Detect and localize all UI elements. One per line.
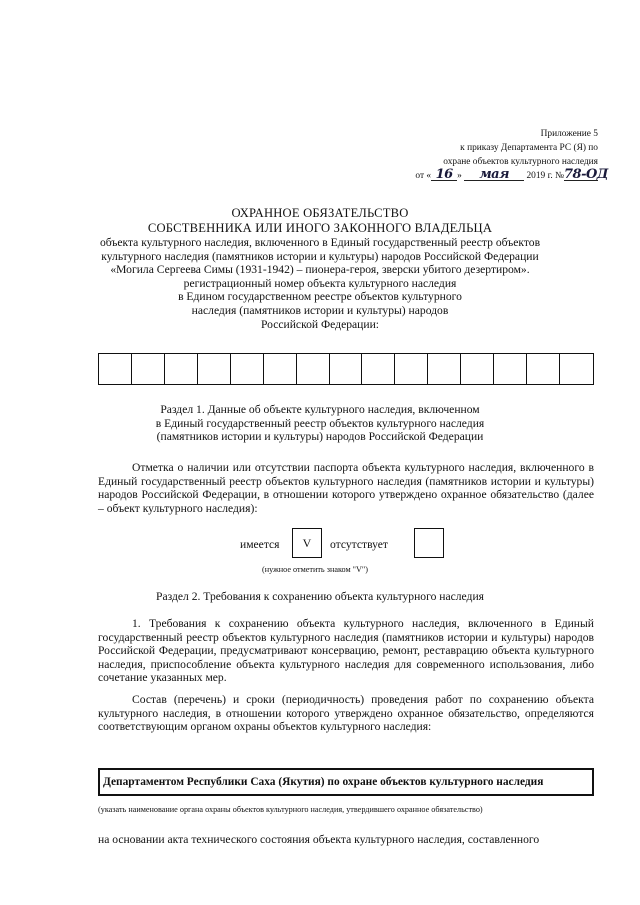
passport-absent-label: отсутствует — [330, 538, 388, 551]
section-1-title-line-1: Раздел 1. Данные об объекте культурного наследия, включенном — [160, 403, 480, 416]
date-year: 2019 г. № — [526, 171, 564, 182]
passport-has-label: имеется — [240, 538, 280, 551]
reg-digit-cell — [428, 354, 461, 384]
reg-digit-cell — [395, 354, 428, 384]
title-line-3: объекта культурного наследия, включенного в Единый государственный реестр объектов — [99, 236, 541, 249]
reg-digit-cell — [461, 354, 494, 384]
date-mid: » — [457, 171, 462, 182]
reg-digit-cell — [527, 354, 560, 384]
title-line-2: СОБСТВЕННИКА ИЛИ ИНОГО ЗАКОННОГО ВЛАДЕЛЬЦА — [147, 221, 493, 235]
date-day-handwritten: 16 — [431, 169, 457, 181]
reg-number-label-4: Российской Федерации: — [260, 317, 379, 331]
title-line-1: ОХРАННОЕ ОБЯЗАТЕЛЬСТВО — [231, 206, 409, 220]
passport-question-paragraph — [98, 461, 594, 515]
works-composition-paragraph — [98, 693, 594, 734]
section-1-title — [60, 403, 580, 444]
title-line-4: культурного наследия (памятников истории и культуры) народов Российской Федерации — [101, 249, 539, 263]
requirements-text: 1. Требования к сохранению объекта культурного наследия, включенного в Единый государственный реестр объектов культурного наследия (памятников истории и культуры) народов Российской Федерации, предусматривают консервацию, ремонт, реставрацию объекта культурного наследия, приспособление объекта культурного наследия для современного использования, либо сочетание указанных мер. — [98, 617, 594, 685]
reg-digit-cell — [198, 354, 231, 384]
appendix-order-ref: к приказу Департамента РС (Я) по — [460, 142, 598, 153]
reg-digit-cell — [231, 354, 264, 384]
date-prefix: от « — [415, 171, 432, 182]
reg-digit-cell — [362, 354, 395, 384]
reg-digit-cell — [165, 354, 198, 384]
date-month-handwritten: мая — [464, 169, 524, 181]
appendix-department: охране объектов культурного наследия — [443, 156, 598, 167]
reg-digit-cell — [560, 354, 593, 384]
works-composition-text: Состав (перечень) и сроки (периодичность) проведения работ по сохранению объекта культурного наследия, в отношении которого утверждено охранное обязательство, определяются соответствующим органом охраны объектов культурного наследия: — [98, 693, 594, 734]
basis-paragraph: на основании акта технического состояния объекта культурного наследия, составленного — [98, 833, 540, 846]
protection-authority-hint: (указать наименование органа охраны объектов культурного наследия, утвердившего охранное обязательство) — [98, 805, 483, 814]
appendix-header — [415, 128, 608, 184]
requirements-paragraph — [98, 617, 594, 685]
passport-absent-checkbox[interactable] — [414, 528, 444, 558]
passport-has-checkbox[interactable]: V — [292, 528, 322, 558]
passport-question-text: Отметка о наличии или отсутствии паспорта объекта культурного наследия, включенного в Единый государственный реестр объектов культурного наследия (памятников истории и культуры) народов Российской Федерации, в отношении которого утверждено охранное обязательство (далее – объект культурного наследия): — [98, 461, 594, 515]
reg-digit-cell — [494, 354, 527, 384]
reg-number-label-2: в Едином государственном реестре объектов культурного — [178, 290, 462, 304]
registration-number-grid — [98, 353, 594, 385]
reg-digit-cell — [132, 354, 165, 384]
reg-digit-cell — [330, 354, 363, 384]
order-number-handwritten: 78-ОД — [564, 167, 608, 183]
appendix-date-line — [415, 167, 608, 184]
section-1-title-line-2: в Единый государственный реестр объектов культурного наследия — [155, 416, 485, 430]
reg-digit-cell — [297, 354, 330, 384]
section-2-title: Раздел 2. Требования к сохранению объекта культурного наследия — [156, 590, 484, 603]
protection-authority-field[interactable]: Департаментом Республики Саха (Якутия) по охране объектов культурного наследия — [98, 768, 594, 796]
reg-number-label-1: регистрационный номер объекта культурного наследия — [183, 276, 457, 290]
checkbox-hint: (нужное отметить знаком "V") — [262, 565, 369, 574]
document-title-block — [60, 206, 580, 331]
section-1-title-line-3: (памятников истории и культуры) народов Российской Федерации — [156, 430, 484, 444]
appendix-title: Приложение 5 — [540, 129, 598, 139]
object-name: «Могила Сергеева Симы (1931-1942) – пионера-героя, зверски убитого дезертиром». — [110, 263, 530, 277]
reg-number-label-3: наследия (памятников истории и культуры) народов — [191, 303, 449, 317]
reg-digit-cell — [99, 354, 132, 384]
reg-digit-cell — [264, 354, 297, 384]
